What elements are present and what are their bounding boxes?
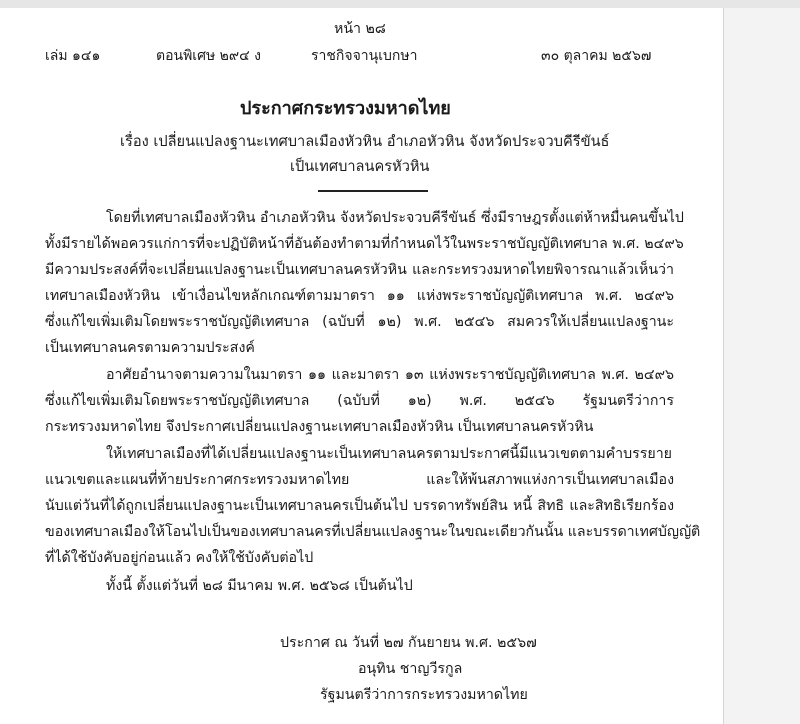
gazette-date: ๓๐ ตุลาคม ๒๕๖๗ bbox=[541, 48, 652, 64]
subject-line-2: เป็นเทศบาลนครหัวหิน bbox=[290, 158, 430, 175]
paragraph-3-line-2: แนวเขตและแผนที่ท้ายประกาศกระทรวงมหาดไทย และให้พ้นสภาพแห่งการเป็นเทศบาลเมือง bbox=[45, 472, 674, 488]
paragraph-1-line-5: ซึ่งแก้ไขเพิ่มเติมโดยพระราชบัญญัติเทศบาล (ฉบับที่ ๑๒) พ.ศ. ๒๕๔๖ สมควรให้เปลี่ยนแปลงฐานะ bbox=[45, 314, 674, 330]
paragraph-2-line-3: กระทรวงมหาดไทย จึงประกาศเปลี่ยนแปลงฐานะเทศบาลเมืองหัวหิน เป็นเทศบาลนครหัวหิน bbox=[45, 419, 594, 435]
paragraph-3-line-5: ที่ได้ใช้บังคับอยู่ก่อนแล้ว คงให้ใช้บังคับต่อไป bbox=[45, 550, 314, 566]
paragraph-1-line-6: เป็นเทศบาลนครตามความประสงค์ bbox=[45, 340, 255, 356]
announcement-title: ประกาศกระทรวงมหาดไทย bbox=[240, 98, 451, 119]
paragraph-3-line-4: ของเทศบาลเมืองให้โอนไปเป็นของเทศบาลนครที่เปลี่ยนแปลงฐานะในขณะเดียวกันนั้น และบรรดาเทศบัญญัติ bbox=[45, 524, 701, 540]
paragraph-3-line-3: นับแต่วันที่ได้ถูกเปลี่ยนแปลงฐานะเป็นเทศบาลนครเป็นต้นไป บรรดาทรัพย์สิน หนี้ สิทธิ และสิทธิเรียกร้อง bbox=[45, 498, 674, 514]
announcement-date: ประกาศ ณ วันที่ ๒๗ กันยายน พ.ศ. ๒๕๖๗ bbox=[280, 635, 537, 651]
gazette-section: ตอนพิเศษ ๒๙๔ ง bbox=[156, 48, 262, 64]
paragraph-2-line-1: อาศัยอำนาจตามความในมาตรา ๑๑ และมาตรา ๑๓ แห่งพระราชบัญญัติเทศบาล พ.ศ. ๒๔๙๖ bbox=[106, 367, 674, 383]
signatory-position: รัฐมนตรีว่าการกระทรวงมหาดไทย bbox=[320, 687, 528, 703]
subject-line-1: เรื่อง เปลี่ยนแปลงฐานะเทศบาลเมืองหัวหิน อำเภอหัวหิน จังหวัดประจวบคีรีขันธ์ bbox=[120, 133, 610, 150]
gazette-publication: ราชกิจจานุเบกษา bbox=[311, 48, 418, 64]
paragraph-4-line-1: ทั้งนี้ ตั้งแต่วันที่ ๒๘ มีนาคม พ.ศ. ๒๕๖๘ เป็นต้นไป bbox=[106, 578, 413, 594]
page-number: หน้า ๒๘ bbox=[334, 21, 386, 37]
signatory-name: อนุทิน ชาญวีรกูล bbox=[358, 661, 463, 677]
paragraph-1-line-3: มีความประสงค์ที่จะเปลี่ยนแปลงฐานะเป็นเทศบาลนครหัวหิน และกระทรวงมหาดไทยพิจารณาแล้วเห็นว่า bbox=[45, 262, 674, 278]
paragraph-3-line-1: ให้เทศบาลเมืองที่ได้เปลี่ยนแปลงฐานะเป็นเทศบาลนครตามประกาศนี้มีแนวเขตตามคำบรรยาย bbox=[106, 446, 672, 462]
title-divider bbox=[318, 190, 428, 192]
viewer-top-edge bbox=[0, 0, 800, 8]
paragraph-1-line-1: โดยที่เทศบาลเมืองหัวหิน อำเภอหัวหิน จังหวัดประจวบคีรีขันธ์ ซึ่งมีราษฎรตั้งแต่ห้าหมื่นคนขึ้นไป bbox=[106, 210, 684, 226]
paragraph-1-line-2: ทั้งมีรายได้พอควรแก่การที่จะปฏิบัติหน้าที่อันต้องทำตามที่กำหนดไว้ในพระราชบัญญัติเทศบาล พ.ศ. ๒๔๙๖ bbox=[45, 236, 684, 252]
gazette-volume: เล่ม ๑๔๑ bbox=[45, 48, 101, 64]
paragraph-1-line-4: เทศบาลเมืองหัวหิน เข้าเงื่อนไขหลักเกณฑ์ตามมาตรา ๑๑ แห่งพระราชบัญญัติเทศบาล พ.ศ. ๒๔๙๖ bbox=[45, 288, 674, 304]
viewer-background bbox=[724, 0, 800, 724]
paragraph-2-line-2: ซึ่งแก้ไขเพิ่มเติมโดยพระราชบัญญัติเทศบาล (ฉบับที่ ๑๒) พ.ศ. ๒๕๔๖ รัฐมนตรีว่าการ bbox=[45, 393, 674, 409]
